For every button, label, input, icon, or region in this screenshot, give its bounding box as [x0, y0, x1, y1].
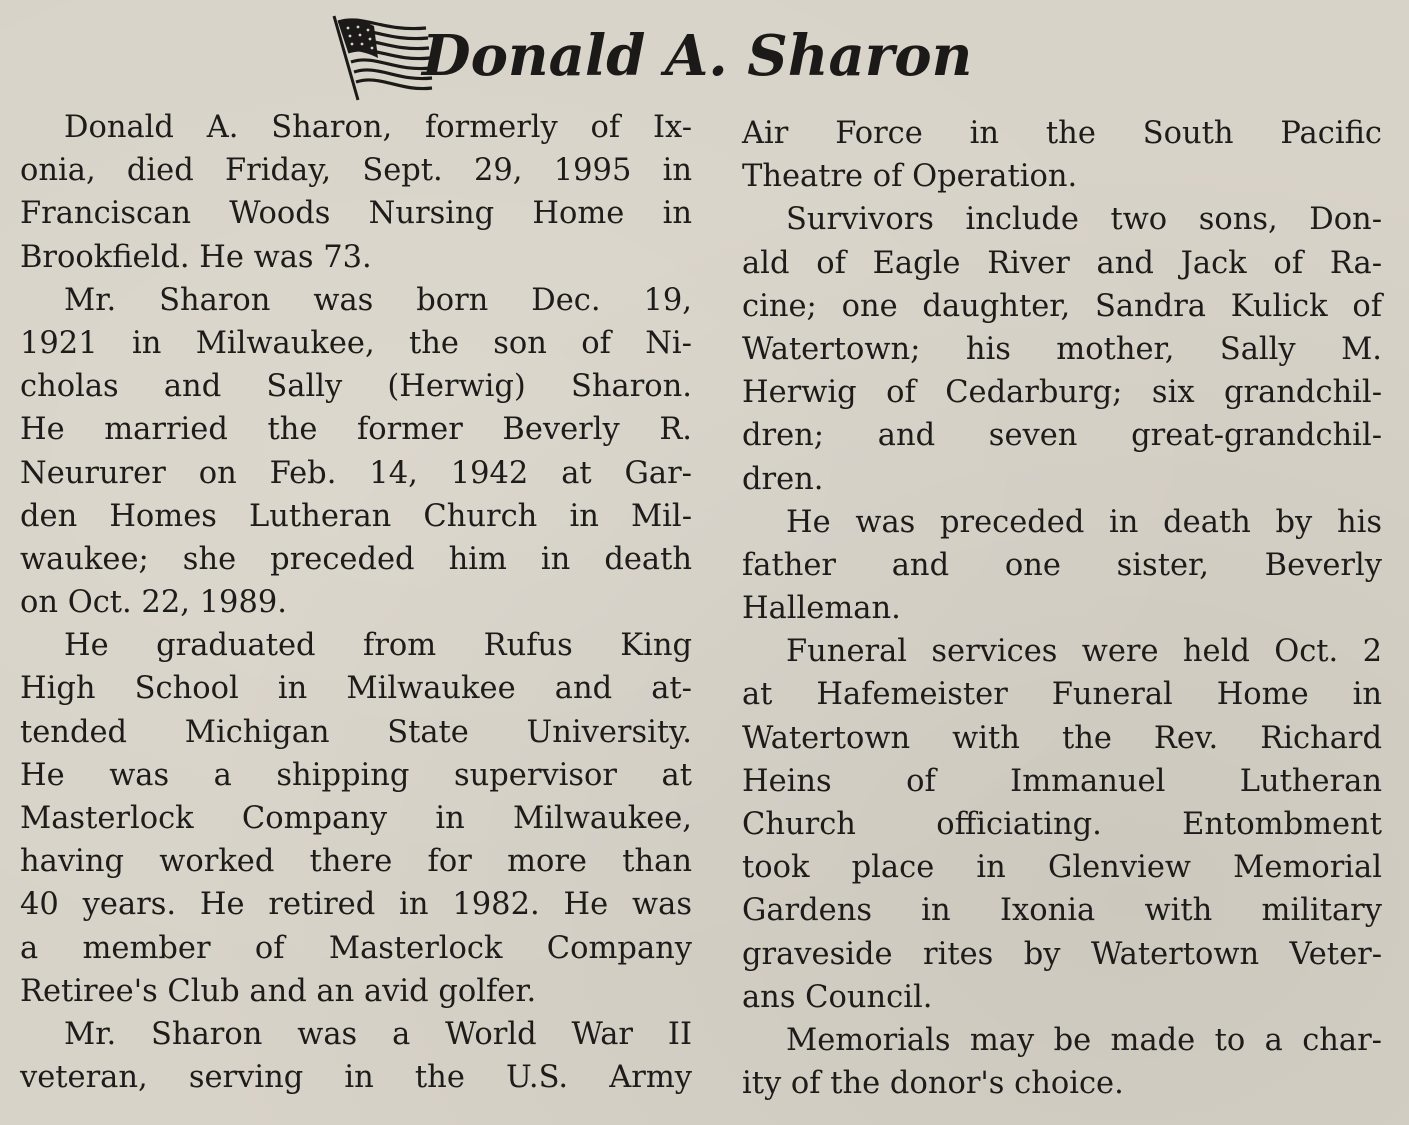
- text-line: on Oct. 22, 1989.: [20, 585, 287, 621]
- right-column: [742, 112, 1382, 1105]
- text-line: Donald A. Sharon, formerly of Ix-: [64, 110, 692, 145]
- text-line: Funeral services were held Oct. 2: [786, 634, 1382, 670]
- text-line: having worked there for more than: [20, 844, 692, 880]
- text-line: ity of the donor's choice.: [742, 1066, 1124, 1102]
- text-line: tended Michigan State University.: [20, 714, 692, 750]
- text-line: Mr. Sharon was a World War II: [64, 1016, 692, 1052]
- text-line: at Hafemeister Funeral Home in: [742, 677, 1382, 713]
- text-line: Retiree's Club and an avid golfer.: [20, 973, 537, 1009]
- text-line: cholas and Sally (Herwig) Sharon.: [20, 369, 692, 405]
- text-line: ans Council.: [742, 979, 933, 1015]
- text-line: Watertown; his mother, Sally M.: [742, 331, 1382, 367]
- text-line: High School in Milwaukee and at-: [20, 671, 692, 707]
- text-line: a member of Masterlock Company: [20, 930, 692, 966]
- text-line: father and one sister, Beverly: [742, 547, 1382, 583]
- text-line: Herwig of Cedarburg; six grandchil-: [742, 375, 1382, 411]
- text-line: Brookfield. He was 73.: [20, 239, 372, 275]
- text-line: den Homes Lutheran Church in Mil-: [20, 498, 692, 534]
- text-line: Theatre of Operation.: [742, 159, 1078, 195]
- obituary-header: [320, 10, 1120, 102]
- text-line: Masterlock Company in Milwaukee,: [20, 801, 692, 836]
- text-line: veteran, serving in the U.S. Army: [20, 1060, 692, 1096]
- text-line: Watertown with the Rev. Richard: [742, 720, 1382, 756]
- text-line: 40 years. He retired in 1982. He was: [20, 887, 692, 923]
- text-line: 1921 in Milwaukee, the son of Ni-: [20, 325, 692, 361]
- text-line: Church officiating. Entombment: [742, 807, 1382, 842]
- text-line: He was preceded in death by his: [786, 504, 1382, 540]
- text-line: waukee; she preceded him in death: [20, 541, 692, 577]
- text-line: Halleman.: [742, 591, 901, 627]
- text-line: Neururer on Feb. 14, 1942 at Gar-: [20, 455, 692, 491]
- text-line: took place in Glenview Memorial: [742, 850, 1382, 886]
- text-line: Memorials may be made to a char-: [786, 1022, 1382, 1058]
- text-line: Air Force in the South Pacific: [742, 116, 1382, 151]
- text-line: dren; and seven great-grandchil-: [742, 418, 1382, 454]
- text-line: dren.: [742, 461, 824, 497]
- text-line: Gardens in Ixonia with military: [742, 893, 1382, 929]
- text-line: graveside rites by Watertown Veter-: [742, 936, 1382, 972]
- obituary-title: Donald A. Sharon: [422, 23, 973, 89]
- text-line: Survivors include two sons, Don-: [786, 202, 1382, 238]
- text-line: Mr. Sharon was born Dec. 19,: [64, 282, 692, 318]
- text-line: Heins of Immanuel Lutheran: [742, 763, 1382, 799]
- text-line: He was a shipping supervisor at: [20, 757, 692, 793]
- text-line: onia, died Friday, Sept. 29, 1995 in: [20, 153, 692, 189]
- text-line: Franciscan Woods Nursing Home in: [20, 196, 692, 232]
- text-line: He graduated from Rufus King: [64, 628, 692, 664]
- text-line: He married the former Beverly R.: [20, 412, 692, 448]
- text-line: ald of Eagle River and Jack of Ra-: [742, 245, 1382, 281]
- text-line: cine; one daughter, Sandra Kulick of: [742, 288, 1382, 324]
- left-column: [20, 106, 692, 1099]
